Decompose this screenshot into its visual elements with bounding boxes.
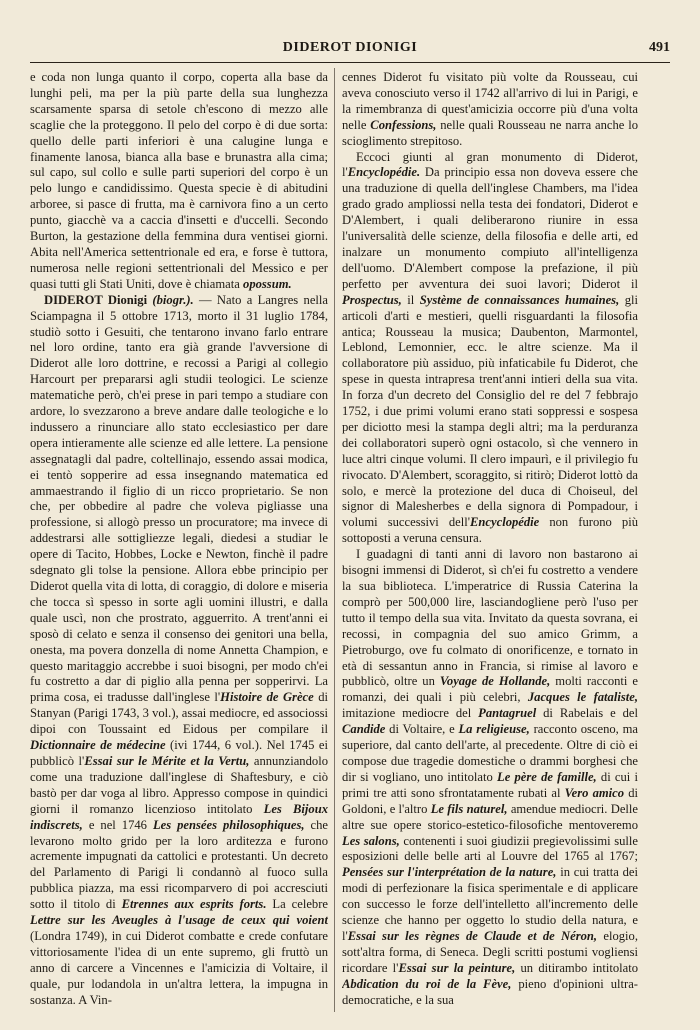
left-column: [30, 70, 328, 1022]
page-number: 491: [649, 40, 670, 55]
paragraph-encyclopedie: Eccoci giunti al gran monumento di Diderot, l'Encyclopédie. Da principio essa non doveva essere che una traduzione di quella dell'inglese Chambers, ma l'idea grado grado ampliossi nella testa dei fondatori, Diderot e D'Alembert, i quali deliberarono riunire in essa l'universalità delle scienze, della filosofia e delle arti, ed inalzare un monumento compiuto all'intelligenza dell'uomo. D'Alembert compose la prefazione, il più perfetto per avventura dei suoi lavori; Diderot il Prospectus, il Système de connaissances humaines, gli articoli d'arti e mestieri, quelli risguardanti la filosofia antica; Rousseau la musica; Daubenton, Marmontel, Leblond, Lemonnier, ecc. le altre scienze. Ma il collaboratore più assiduo, più infaticabile fu Diderot, che spese in questa intrapresa trent'anni intieri della sua vita. In forza d'un decreto del Consiglio del re del 7 febbrajo 1752, i due primi volumi erano stati soppressi e sospesa per diciotto mesi la stampa degli altri; ma la perduranza dei collaboratori superò ogni ostacolo, sì che vennero in luce altri cinque volumi. Il clero impaurì, e il privilegio fu rivocato. D'Alembert, scoraggito, si ritirò; Diderot lottò da solo, e mercè la protezione del duca di Choiseul, del signor di Malesherbes e della signora di Pompadour, i volumi successivi dell'Encyclopédie non furono più sottoposti a veruna censura.: [342, 149, 638, 546]
header-rule: [30, 62, 670, 63]
right-column: [342, 70, 638, 1022]
entry-headword: DIDEROT Dionigi: [44, 292, 148, 307]
column-divider: [334, 68, 335, 1012]
running-title: DIDEROT DIONIGI: [282, 40, 418, 55]
paragraph-later-works: I guadagni di tanti anni di lavoro non bastarono ai bisogni immensi di Diderot, sì ch'ei fu costretto a vendere la sua biblioteca. L'imperatrice di Russia Caterina la comprò per 500,000 lire, lasciandogliene però l'uso per tutto il tempo della sua vita. Invitato da questa sovrana, ei recossi, in compagnia del suo amico Grimm, a Pietroburgo, ove fu colmato di onorificenze, e tornato in età di sessantun anno in Francia, si rimise al lavoro e pubblicò, oltre un Voyage de Hollande, molti racconti e romanzi, dei quali i più celebri, Jacques le fataliste, imitazione mediocre del Pantagruel di Rabelais e del Candide di Voltaire, e La religieuse, racconto osceno, ma superiore, dal canto dell'arte, al precedente. Oltre di ciò ei compose due tragedie domestiche o drammi borghesi che dir si vogliano, uno intitolato Le père de famille, di cui i primi tre atti sono sfrontatamente rubati al Vero amico di Goldoni, e l'altro Le fils naturel, amendue mediocri. Delle altre sue opere storico-estetico-filosofiche mentoveremo Les salons, contenenti i suoi giudizii pregievolissimi sulle esposizioni delle belle arti al Louvre del 1765 al 1767; Pensées sur l'interprétation de la nature, in cui tratta dei modi di perfezionare la fisica sperimentale e di applicare con successo le forze dell'intelletto all'incremento delle scienze che hanno per oggetto lo studio della natura, e l'Essai sur les règnes de Claude et de Néron, elogio, sott'altra forma, di Seneca. Degli scritti postumi vogliensi ricordare l'Essai sur la peinture, un ditirambo intitolato Abdication du roi de la Fève, pieno d'opinioni ultra-democratiche, e la sua: [342, 547, 638, 1007]
paragraph-diderot-biography: DIDEROT Dionigi (biogr.). — Nato a Langres nella Sciampagna il 5 ottobre 1713, morto il 31 luglio 1784, studiò sotto i Gesuiti, che tentarono invano farlo entrare nel loro ordine, tanto era già grande l'avversione di Diderot alle loro dottrine, e recossi a Parigi al collegio Harcourt per prepararsi agli studii teologici. Le scienze matematiche però, ch'ei prese in pari tempo a studiare con ardore, lo svezzarono a breve andare dalle teologiche e lo indussero a rinunciare allo stato ecclesiastico per dare opera intieramente alle scienze ed alle lettere. La pensione assegnatagli dal padre, coltellinajo, essendo assai modica, ei tentò sopperire ad essa insegnando matematica ed ammaestrando il figlio di un ricco proprietario. Se non che, per obbedire al padre che voleva pigliasse una professione, si allogò presso un procuratore; ma invece di addestrarsi alle sottigliezze legali, diedesi a studiar le opere di Tacito, Hobbes, Locke e Newton, finchè il padre sdegnato gli tolse la pensione. Allora ebbe principio per Diderot quella vita di lotta, di coraggio, di dolore e miseria che tocca sì spesso in sorte agli uomini illustri, e dalla quale uscì, non che prostrato, agguerrito. A trent'anni ei sposò di celato e senza il consenso dei genitori una bella, onesta, ma povera donzella di nome Annetta Champion, e questo maritaggio accrebbe i suoi bisogni, per modo ch'ei fu costretto a dar di piglio alla penna per sopperirvi. La prima cosa, ei tradusse dall'inglese l'Histoire de Grèce di Stanyan (Parigi 1743, 3 vol.), assai mediocre, ed associossi dipoi con Toussaint ed Eidous per compilare il Dictionnaire de médecine (ivi 1744, 6 vol.). Nel 1745 ei pubblicò l'Essai sur le Mérite et la Vertu, annunziandolo come una traduzione dall'inglese di Shaftesbury, e ciò bastò per dar voga al libro. Appresso compose in quindici giorni il romanzo licenzioso intitolato Les Bijoux indiscrets, e nel 1746 Les pensées philosophiques, che levarono molto grido per la loro arditezza e furono acremente impugnati da cattolici e protestanti. Un decreto del Parlamento di Parigi li condannò al fuoco sulla pubblica piazza, ma essi ricomparvero di poi accresciuti sotto il titolo di Etrennes aux esprits forts. La celebre Lettre sur les Aveugles à l'usage de ceux qui voient (Londra 1749), in cui Diderot combatte e crede confutare vittoriosamente l'idea di un ente supremo, gli fruttò un anno di carcere a Vincennes e l'amicizia di Voltaire, il quale, pur lodandola in un'altra lettera, la impugna in sostanza. A Vin-: [30, 292, 328, 1007]
paragraph-opossum: e coda non lunga quanto il corpo, coperta alla base da lunghi peli, ma per la più parte della sua lunghezza scarsamente sparsa di setole ch'escono di mezzo alle scaglie che la proteggono. Il pelo del corpo è di due sorta: quello delle parti inferiori è una calugine lunga e finamente lanosa, bianca alla base e brunastra alla cima; sul capo, sul collo e sulle parti superiori del corpo è un pelo lungo e candidissimo. Questa specie è di abitudini arboree, si pasce di frutta, ma è carnivora fino a un certo punto, giacchè va a caccia d'insetti e d'uccelli. Secondo Burton, la gestazione della femmina dura ventisei giorni. Abita nell'America settentrionale ed era, e forse è tuttora, numerosa nelle regioni settentrionali del Messico e per quasi tutti gli Stati Uniti, dove è chiamata opossum.: [30, 70, 328, 291]
paragraph-rousseau: cennes Diderot fu visitato più volte da Rousseau, cui aveva conosciuto verso il 1742 all'arrivo di lui in Parigi, e la rimembranza di quest'amicizia occorre più d'una volta nelle Confessions, nelle quali Rousseau ne narra anche lo scioglimento strepitoso.: [342, 70, 638, 148]
running-header: [30, 38, 670, 60]
